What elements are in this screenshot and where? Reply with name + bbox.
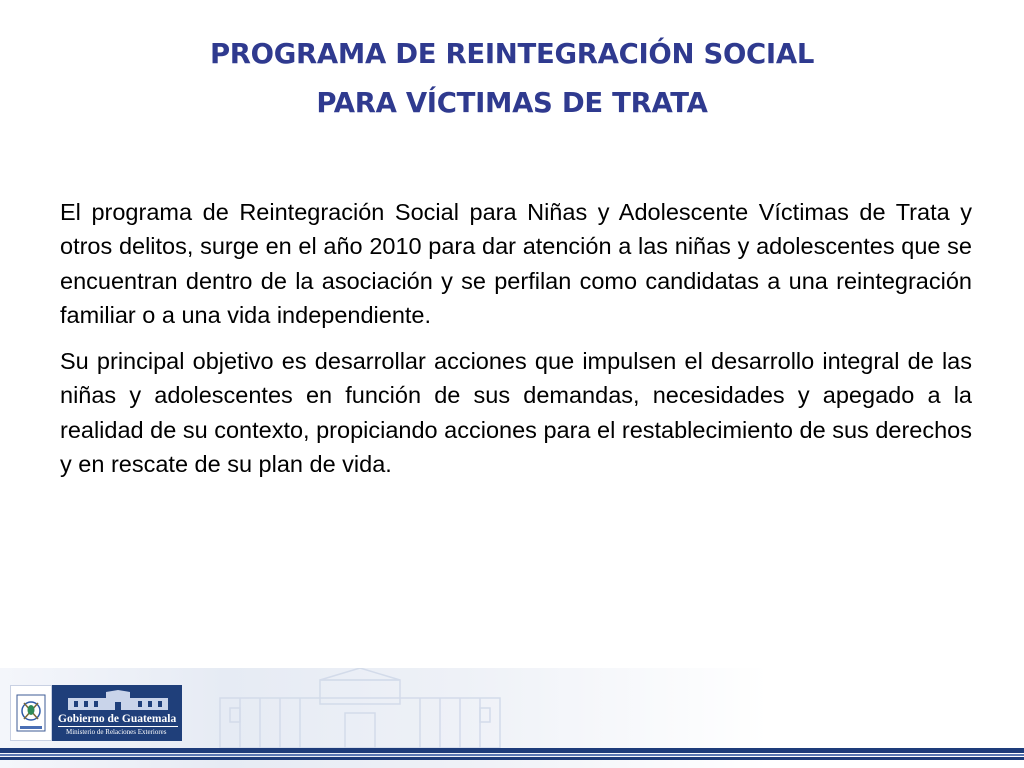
logo-subtitle: Ministerio de Relaciones Exteriores — [66, 728, 167, 736]
slide-body — [60, 195, 972, 493]
paragraph-intro: El programa de Reintegración Social para Niñas y Adolescente Víctimas de Trata y otros delitos, surge en el año 2010 para dar atención a las niñas y adolescentes que se encuentran dentro de la asociación y se perfilan como candidatas a una reintegración familiar o a una vida independiente. — [60, 199, 972, 328]
slide-title — [80, 30, 944, 128]
coat-of-arms-icon — [10, 685, 52, 741]
palace-icon — [58, 690, 178, 710]
footer-stripe — [0, 757, 1024, 760]
paragraph-objective: Su principal objetivo es desarrollar acciones que impulsen el desarrollo integral de las niñas y adolescentes en función de sus demandas, necesidades y apegado a la realidad de su contexto, propiciando acciones para el restablecimiento de sus derechos y en rescate de su plan de vida. — [60, 348, 972, 478]
title-line-1: PROGRAMA DE REINTEGRACIÓN SOCIAL — [209, 38, 815, 70]
logo-name: Gobierno de Guatemala — [58, 713, 177, 725]
government-logo — [10, 685, 182, 741]
footer-stripe — [0, 748, 1024, 753]
title-line-2: PARA VÍCTIMAS DE TRATA — [316, 87, 708, 119]
palace-watermark-icon — [200, 668, 520, 748]
logo-panel — [52, 685, 182, 741]
footer-stripe — [0, 754, 1024, 756]
